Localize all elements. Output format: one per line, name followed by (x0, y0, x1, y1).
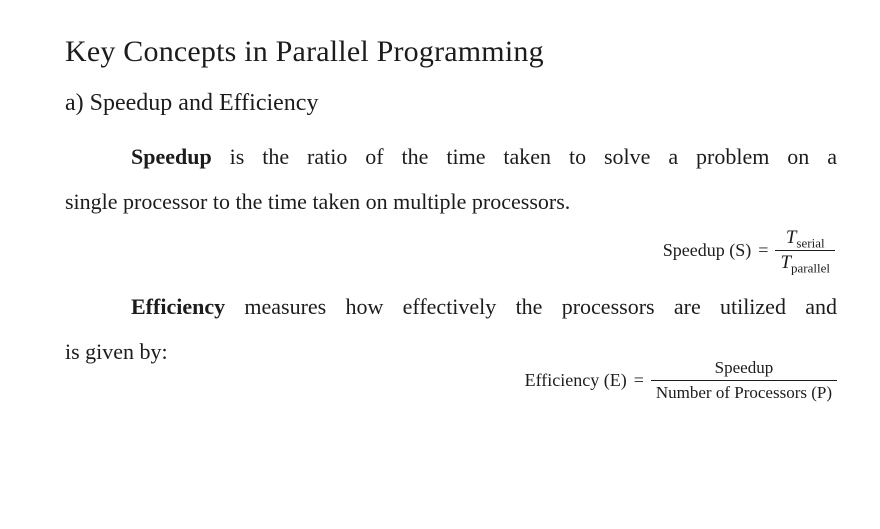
speedup-fraction-numerator (781, 226, 830, 250)
speedup-paragraph-line2: single processor to the time taken on multiple processors. (65, 189, 571, 214)
equals-sign: = (758, 239, 769, 260)
speedup-definition-line1: is the ratio of the time taken to solve a problem on a (211, 144, 837, 169)
t-serial-subscript: serial (796, 235, 825, 251)
speedup-paragraph (65, 134, 837, 224)
efficiency-equation (65, 356, 837, 405)
equals-sign: = (633, 369, 644, 390)
speedup-fraction-denominator (775, 250, 835, 275)
efficiency-definition-line1: measures how effectively the processors are utilized and (225, 294, 837, 319)
speedup-fraction (775, 226, 835, 275)
efficiency-fraction (651, 356, 837, 405)
speedup-term: Speedup (131, 144, 212, 169)
efficiency-equation-lhs: Efficiency (E) (524, 369, 627, 390)
efficiency-term: Efficiency (131, 294, 226, 319)
page-title: Key Concepts in Parallel Programming (65, 35, 544, 68)
efficiency-fraction-numerator: Speedup (714, 358, 774, 377)
section-subtitle: a) Speedup and Efficiency (65, 90, 319, 116)
t-serial-symbol: T (785, 227, 797, 248)
efficiency-paragraph-line1 (65, 284, 837, 329)
speedup-equation (65, 226, 837, 275)
t-parallel-symbol: T (780, 252, 792, 273)
efficiency-fraction-denominator: Number of Processors (P) (651, 380, 837, 405)
speedup-paragraph-line1 (65, 134, 837, 179)
speedup-equation-lhs: Speedup (S) (662, 239, 752, 260)
slide (0, 34, 880, 529)
t-parallel-subscript: parallel (791, 260, 830, 276)
efficiency-paragraph-line2: is given by: (65, 339, 168, 364)
